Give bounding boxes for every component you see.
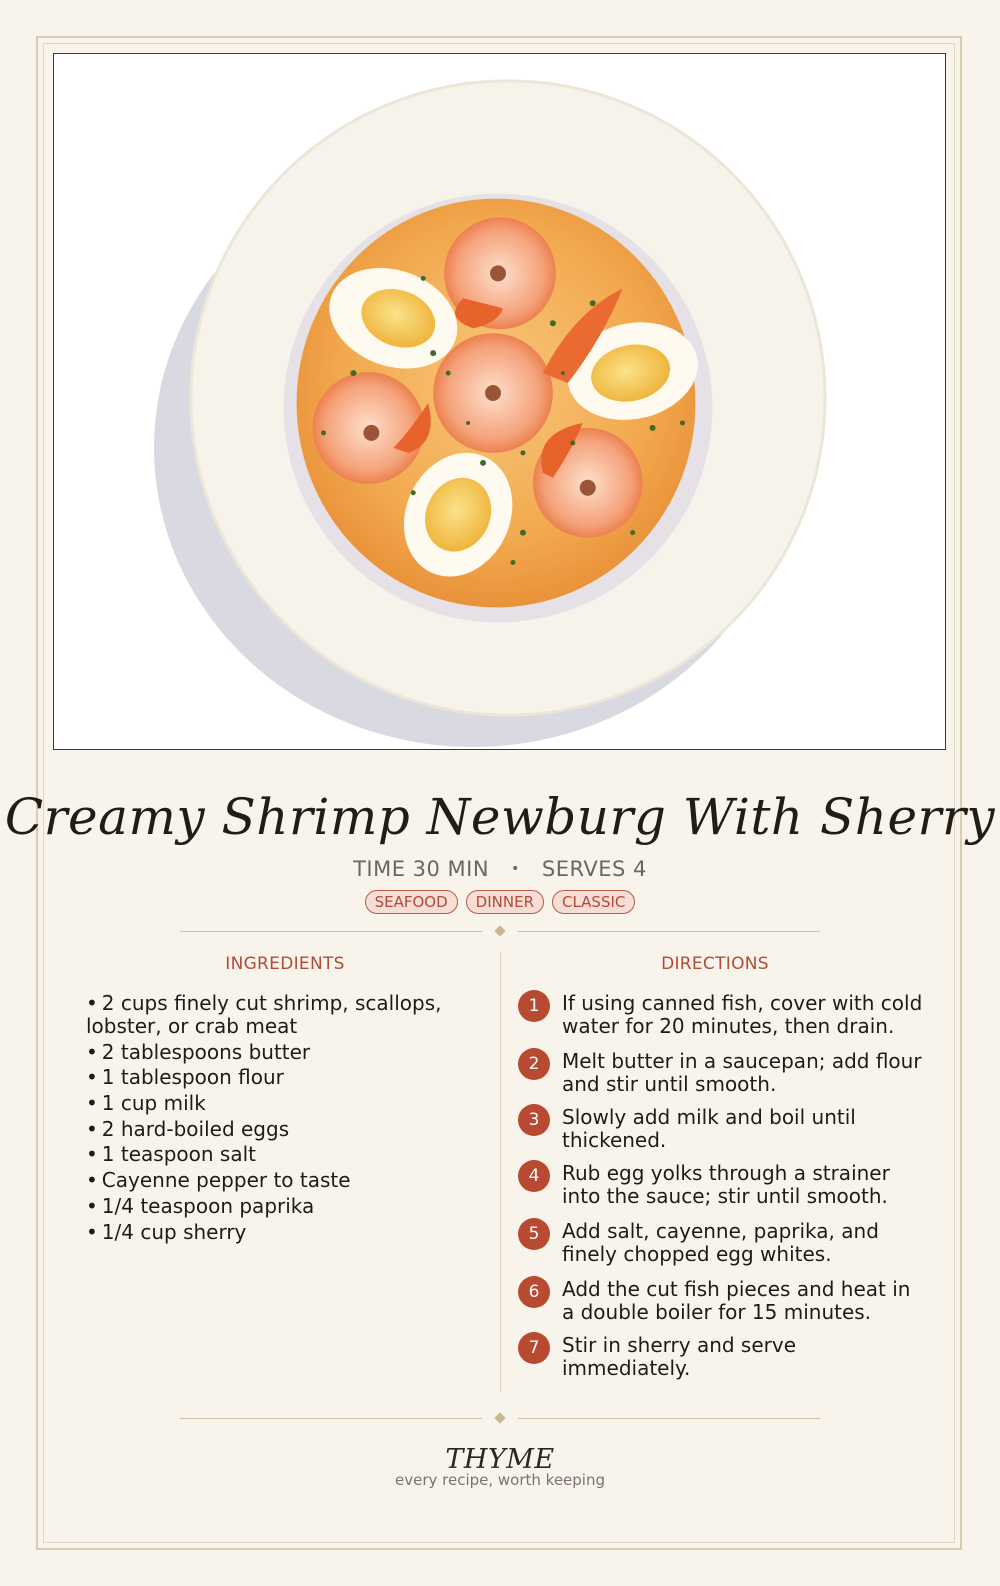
step-number-badge: 2 [518,1048,550,1080]
ingredient-item: • 1 teaspoon salt [86,1142,256,1167]
brand-tagline: every recipe, worth keeping [394,1471,605,1489]
dish-illustration [53,53,946,750]
tag-list [0,890,1000,914]
directions-heading: DIRECTIONS [661,954,769,974]
tag-dinner[interactable]: DINNER [466,890,544,914]
direction-step [518,1048,928,1096]
step-number-badge: 6 [518,1276,550,1308]
ingredient-item: • Cayenne pepper to taste [86,1168,351,1193]
ingredient-item: • 1/4 teaspoon paprika [86,1193,315,1218]
ingredients-heading: INGREDIENTS [225,954,345,974]
direction-step [518,1160,928,1208]
diamond-ornament-icon [494,925,505,936]
ingredient-item: • 2 cups finely cut shrimp, scallops, lobster, or crab meat [86,991,442,1038]
recipe-title: Creamy Shrimp Newburg With Sherry [4,788,996,846]
column-divider [500,952,501,1392]
step-text: Stir in sherry and serve immediately. [562,1333,797,1380]
step-text: Melt butter in a saucepan; add flour and stir until smooth. [562,1049,922,1096]
top-divider [180,925,820,939]
bottom-divider [180,1412,820,1426]
tag-seafood[interactable]: SEAFOOD [365,890,458,914]
ingredient-item: • 2 hard-boiled eggs [86,1116,290,1141]
step-number-badge: 5 [518,1218,550,1250]
step-number-badge: 1 [518,990,550,1022]
ingredient-item: • 2 tablespoons butter [86,1039,311,1064]
step-text: Add salt, cayenne, paprika, and finely chopped egg whites. [562,1219,879,1266]
step-number-badge: 3 [518,1104,550,1136]
step-text: If using canned fish, cover with cold water for 20 minutes, then drain. [562,991,923,1038]
ingredient-item: • 1 tablespoon flour [86,1065,284,1090]
serves-label: SERVES 4 [541,857,647,881]
step-number-badge: 7 [518,1332,550,1364]
ingredient-item: • 1/4 cup sherry [86,1219,247,1244]
direction-step [518,1218,928,1266]
meta-separator: • [511,861,520,877]
step-number-badge: 4 [518,1160,550,1192]
step-text: Slowly add milk and boil until thickened. [562,1105,856,1152]
direction-step [518,1332,928,1380]
step-text: Add the cut fish pieces and heat in a double boiler for 15 minutes. [562,1277,911,1324]
direction-step [518,990,928,1038]
brand-logo: THYME [445,1444,555,1475]
tag-classic[interactable]: CLASSIC [552,890,635,914]
ingredient-item: • 1 cup milk [86,1091,206,1116]
direction-step [518,1276,928,1324]
time-label: TIME 30 MIN [353,857,490,881]
direction-step [518,1104,928,1152]
diamond-ornament-icon [494,1412,505,1423]
recipe-meta [0,857,1000,881]
ingredients-list [86,992,466,1246]
step-text: Rub egg yolks through a strainer into the sauce; stir until smooth. [562,1161,890,1208]
